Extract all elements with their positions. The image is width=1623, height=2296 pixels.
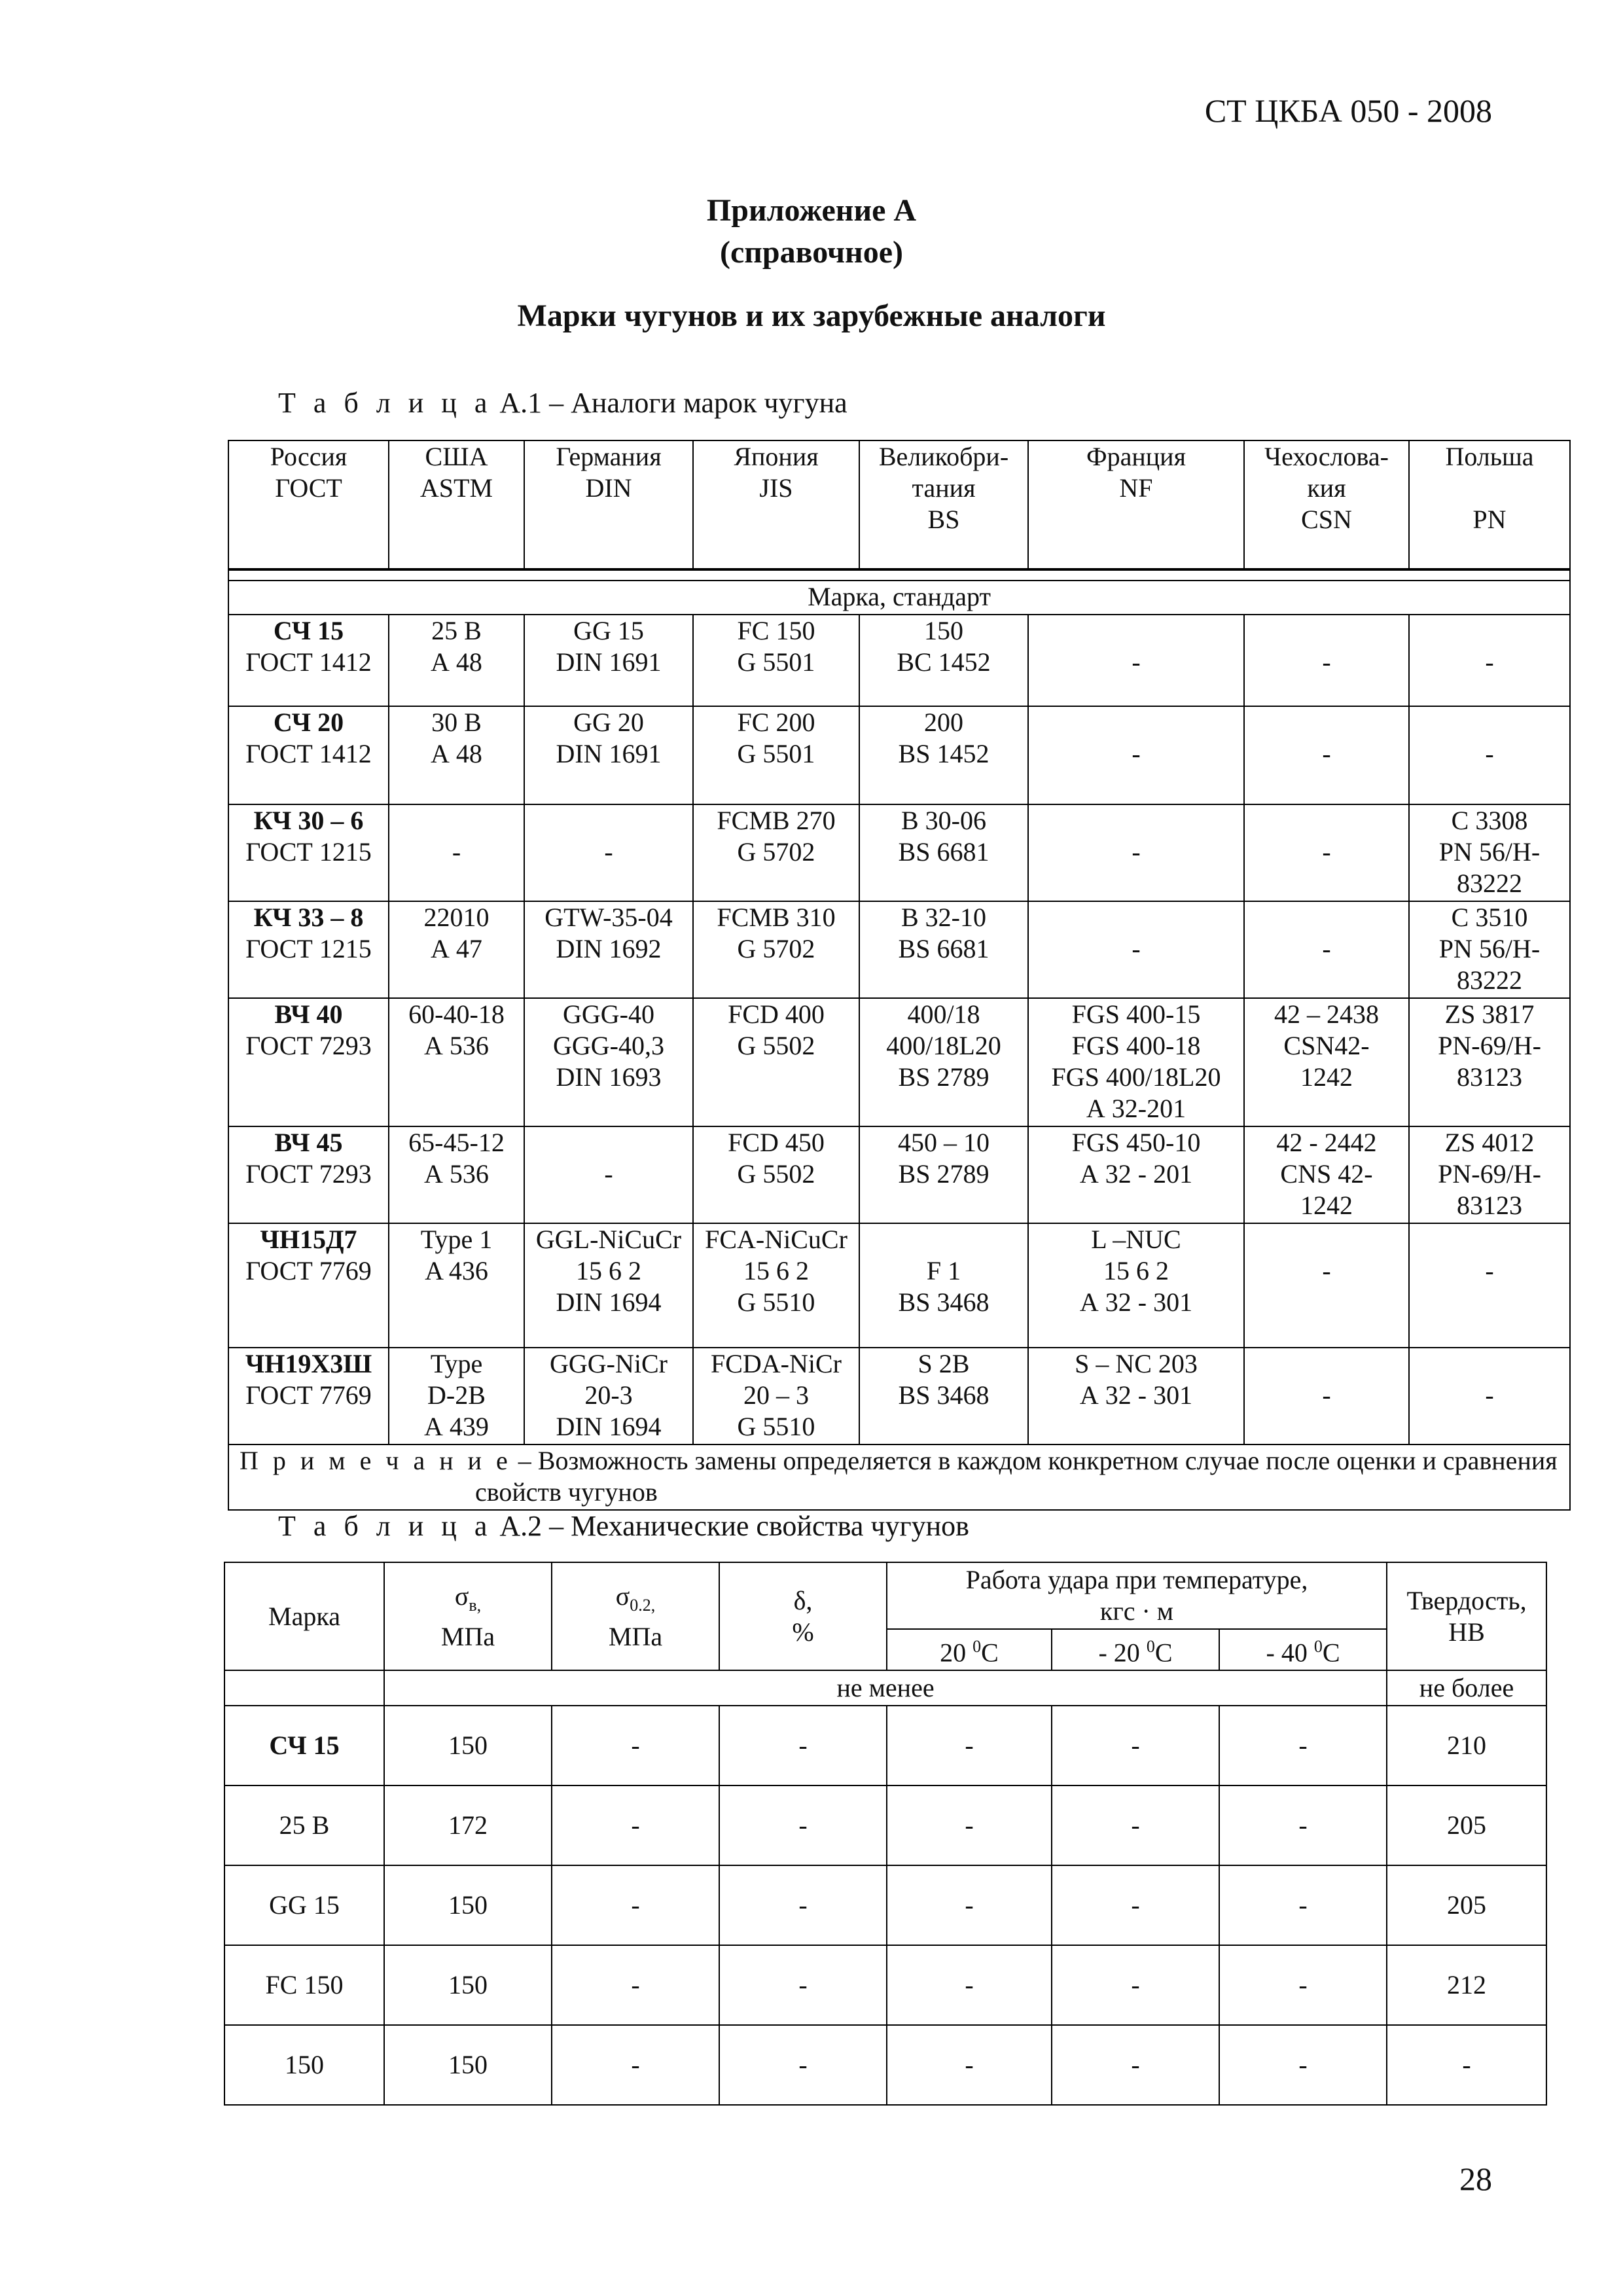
- cell-japan: FCA-NiCuCr 15 6 2 G 5510: [693, 1223, 859, 1348]
- cell-impact-minus-20: -: [1052, 1706, 1219, 1785]
- cell-sigma-02: -: [552, 1706, 719, 1785]
- cell-usa: Type 1 A 436: [389, 1223, 524, 1348]
- cell-russia: СЧ 15 ГОСТ 1412: [228, 615, 389, 706]
- note-text: – Возможность замены определяется в каждом конкретном случае после оценки и сравнения: [518, 1446, 1558, 1475]
- cell-poland: С 3510 PN 56/Н- 83222: [1409, 901, 1570, 998]
- cell-sigma-b: 150: [384, 1706, 552, 1785]
- header-usa: США ASTM: [389, 440, 524, 569]
- cell-delta: -: [719, 1865, 887, 1945]
- header-temp-minus-20: - 20 $^0$С: [1052, 1629, 1219, 1670]
- note-text-continued: свойств чугунов: [475, 1477, 658, 1507]
- cell-germany: GGG-NiCr 20-3 DIN 1694: [524, 1348, 693, 1444]
- cell-delta: -: [719, 2025, 887, 2105]
- cell-sigma-b: 150: [384, 1865, 552, 1945]
- cell-czech: -: [1244, 706, 1409, 804]
- cell-france: FGS 450-10 А 32 - 201: [1028, 1126, 1244, 1223]
- not-less-label: не менее: [384, 1670, 1387, 1706]
- cell-impact-minus-40: -: [1219, 1706, 1387, 1785]
- cell-usa: 22010 А 47: [389, 901, 524, 998]
- cell-gb: В 32-10 BS 6681: [859, 901, 1028, 998]
- cell-germany: GGG-40 GGG-40,3 DIN 1693: [524, 998, 693, 1126]
- header-temp-20: 20 $^0$С: [887, 1629, 1052, 1670]
- cell-sigma-02: -: [552, 2025, 719, 2105]
- cell-usa: -: [389, 804, 524, 901]
- table1-caption-label: Т а б л и ц а: [278, 387, 493, 419]
- cell-japan: FCDA-NiCr 20 – 3 G 5510: [693, 1348, 859, 1444]
- mechanical-properties-table: [224, 1562, 1547, 2106]
- cell-usa: Type D-2B А 439: [389, 1348, 524, 1444]
- cell-impact-minus-40: -: [1219, 2025, 1387, 2105]
- header-sigma-b: $\sigma_{в,}$ МПа: [384, 1562, 552, 1670]
- header-elongation: δ, %: [719, 1562, 887, 1670]
- cell-hardness: 205: [1387, 1865, 1546, 1945]
- cell-gb: F 1 BS 3468: [859, 1223, 1028, 1348]
- cell-sigma-b: 172: [384, 1785, 552, 1865]
- cell-hardness: -: [1387, 2025, 1546, 2105]
- cell-poland: -: [1409, 1223, 1570, 1348]
- cell-japan: FCD 400 G 5502: [693, 998, 859, 1126]
- table-note: [228, 1444, 1570, 1510]
- header-japan: Япония JIS: [693, 440, 859, 569]
- cell-impact-20: -: [887, 1706, 1052, 1785]
- cell-hardness: 212: [1387, 1945, 1546, 2025]
- cell-mark: FC 150: [224, 1945, 384, 2025]
- cell-impact-20: -: [887, 2025, 1052, 2105]
- cell-japan: FCD 450 G 5502: [693, 1126, 859, 1223]
- header-russia: Россия ГОСТ: [228, 440, 389, 569]
- cell-poland: ZS 4012 PN-69/H- 83123: [1409, 1126, 1570, 1223]
- cell-france: -: [1028, 804, 1244, 901]
- table-row: [228, 615, 1570, 706]
- table1-note-row: [228, 1444, 1570, 1510]
- cell-russia: ВЧ 40 ГОСТ 7293: [228, 998, 389, 1126]
- cell-germany: -: [524, 1126, 693, 1223]
- header-germany: Германия DIN: [524, 440, 693, 569]
- cell-hardness: 210: [1387, 1706, 1546, 1785]
- table2-caption-text: А.2 – Механические свойства чугунов: [499, 1510, 969, 1542]
- group-label: Марка, стандарт: [228, 581, 1570, 615]
- table-row: [228, 998, 1570, 1126]
- cell-france: S – NC 203 А 32 - 301: [1028, 1348, 1244, 1444]
- cell-usa: 25 В А 48: [389, 615, 524, 706]
- cell-sigma-b: 150: [384, 2025, 552, 2105]
- cell-poland: ZS 3817 PN-69/H- 83123: [1409, 998, 1570, 1126]
- cell-germany: GG 20 DIN 1691: [524, 706, 693, 804]
- table1-caption: [278, 386, 847, 420]
- table-row: [228, 706, 1570, 804]
- cell-poland: -: [1409, 615, 1570, 706]
- header-czechoslovakia: Чехослова- кия CSN: [1244, 440, 1409, 569]
- header-impact-work: Работа удара при температуре, кгс · м: [887, 1562, 1387, 1629]
- cell-sigma-b: 150: [384, 1945, 552, 2025]
- cell-russia: ЧН15Д7 ГОСТ 7769: [228, 1223, 389, 1348]
- cell-poland: С 3308 PN 56/H- 83222: [1409, 804, 1570, 901]
- cell-hardness: 205: [1387, 1785, 1546, 1865]
- table-row: [228, 1126, 1570, 1223]
- header-great-britain: Великобри- тания BS: [859, 440, 1028, 569]
- table-row: [228, 1223, 1570, 1348]
- cell-czech: 42 - 2442 CNS 42- 1242: [1244, 1126, 1409, 1223]
- cell-japan: FCMB 270 G 5702: [693, 804, 859, 901]
- cell-usa: 60-40-18 А 536: [389, 998, 524, 1126]
- cell-sigma-02: -: [552, 1785, 719, 1865]
- cell-czech: -: [1244, 901, 1409, 998]
- appendix-subtitle: (справочное): [719, 235, 903, 270]
- cell-gb: 400/18 400/18L20 BS 2789: [859, 998, 1028, 1126]
- cell-russia: СЧ 20 ГОСТ 1412: [228, 706, 389, 804]
- cell-delta: -: [719, 1785, 887, 1865]
- note-label: П р и м е ч а н и е: [240, 1446, 512, 1475]
- cell-japan: FC 150 G 5501: [693, 615, 859, 706]
- cell-japan: FCMB 310 G 5702: [693, 901, 859, 998]
- cell-impact-minus-20: -: [1052, 2025, 1219, 2105]
- appendix-title-block: [0, 190, 1623, 274]
- table-row: [224, 1706, 1546, 1785]
- cell-gb: 200 BS 1452: [859, 706, 1028, 804]
- header-france: Франция NF: [1028, 440, 1244, 569]
- cell-czech: -: [1244, 615, 1409, 706]
- cell-france: -: [1028, 901, 1244, 998]
- cell-impact-minus-20: -: [1052, 1945, 1219, 2025]
- header-mark: Марка: [224, 1562, 384, 1670]
- table-row: [224, 2025, 1546, 2105]
- header-hardness: Твердость, НВ: [1387, 1562, 1546, 1670]
- cell-impact-minus-20: -: [1052, 1785, 1219, 1865]
- table-row: [224, 1945, 1546, 2025]
- cell-usa: 65-45-12 А 536: [389, 1126, 524, 1223]
- cell-impact-minus-20: -: [1052, 1865, 1219, 1945]
- cell-russia: ВЧ 45 ГОСТ 7293: [228, 1126, 389, 1223]
- not-more-label: не более: [1387, 1670, 1546, 1706]
- appendix-title: Приложение А: [706, 193, 917, 228]
- cell-impact-minus-40: -: [1219, 1865, 1387, 1945]
- cell-delta: -: [719, 1945, 887, 2025]
- cell-gb: 150 ВС 1452: [859, 615, 1028, 706]
- cast-iron-analogues-table: [228, 440, 1571, 1511]
- cell-sigma-02: -: [552, 1865, 719, 1945]
- cell-mark: 150: [224, 2025, 384, 2105]
- table-row: [228, 901, 1570, 998]
- cell-impact-minus-40: -: [1219, 1785, 1387, 1865]
- cell-gb: B 30-06 BS 6681: [859, 804, 1028, 901]
- cell-czech: -: [1244, 1348, 1409, 1444]
- cell-impact-20: -: [887, 1865, 1052, 1945]
- table2-header-row-1: [224, 1562, 1546, 1629]
- cell-impact-20: -: [887, 1945, 1052, 2025]
- cell-france: FGS 400-15 FGS 400-18 FGS 400/18L20 А 32-201: [1028, 998, 1244, 1126]
- cell-poland: -: [1409, 1348, 1570, 1444]
- cell-japan: FC 200 G 5501: [693, 706, 859, 804]
- header-poland: Польша PN: [1409, 440, 1570, 569]
- section-heading: Марки чугунов и их зарубежные аналоги: [517, 298, 1106, 333]
- cell-czech: -: [1244, 804, 1409, 901]
- cell-germany: GTW-35-04 DIN 1692: [524, 901, 693, 998]
- cell-impact-minus-40: -: [1219, 1945, 1387, 2025]
- cell-russia: ЧН19Х3Ш ГОСТ 7769: [228, 1348, 389, 1444]
- cell-sigma-02: -: [552, 1945, 719, 2025]
- cell-gb: S 2B BS 3468: [859, 1348, 1028, 1444]
- header-temp-minus-40: - 40 $^0$С: [1219, 1629, 1387, 1670]
- cell-germany: GGL-NiCuCr 15 6 2 DIN 1694: [524, 1223, 693, 1348]
- table1-caption-text: А.1 – Аналоги марок чугуна: [499, 387, 847, 419]
- page-number: 28: [1459, 2161, 1492, 2197]
- table1-group-row: [228, 581, 1570, 615]
- cell-russia: КЧ 30 – 6 ГОСТ 1215: [228, 804, 389, 901]
- cell-impact-20: -: [887, 1785, 1052, 1865]
- cell-germany: GG 15 DIN 1691: [524, 615, 693, 706]
- header-sigma-02: $\sigma_{0.2,}$ МПа: [552, 1562, 719, 1670]
- cell-france: -: [1028, 615, 1244, 706]
- cell-mark: GG 15: [224, 1865, 384, 1945]
- cell-gb: 450 – 10 BS 2789: [859, 1126, 1028, 1223]
- table-row: [228, 804, 1570, 901]
- cell-czech: -: [1244, 1223, 1409, 1348]
- cell-czech: 42 – 2438 CSN42- 1242: [1244, 998, 1409, 1126]
- table1-header-row: [228, 440, 1570, 569]
- table2-caption-label: Т а б л и ц а: [278, 1510, 493, 1542]
- table-row: [224, 1785, 1546, 1865]
- cell-germany: -: [524, 804, 693, 901]
- cell-usa: 30 В А 48: [389, 706, 524, 804]
- cell-france: -: [1028, 706, 1244, 804]
- cell-russia: КЧ 33 – 8 ГОСТ 1215: [228, 901, 389, 998]
- table-row: [228, 1348, 1570, 1444]
- table2-limits-row: [224, 1670, 1546, 1706]
- document-code: СТ ЦКБА 050 - 2008: [1204, 92, 1492, 129]
- cell-poland: -: [1409, 706, 1570, 804]
- cell-mark: 25 В: [224, 1785, 384, 1865]
- table2-caption: [278, 1509, 969, 1543]
- table-row: [224, 1865, 1546, 1945]
- cell-france: L –NUC 15 6 2 А 32 - 301: [1028, 1223, 1244, 1348]
- cell-delta: -: [719, 1706, 887, 1785]
- cell-mark: СЧ 15: [224, 1706, 384, 1785]
- table1-spacer-row: [228, 569, 1570, 581]
